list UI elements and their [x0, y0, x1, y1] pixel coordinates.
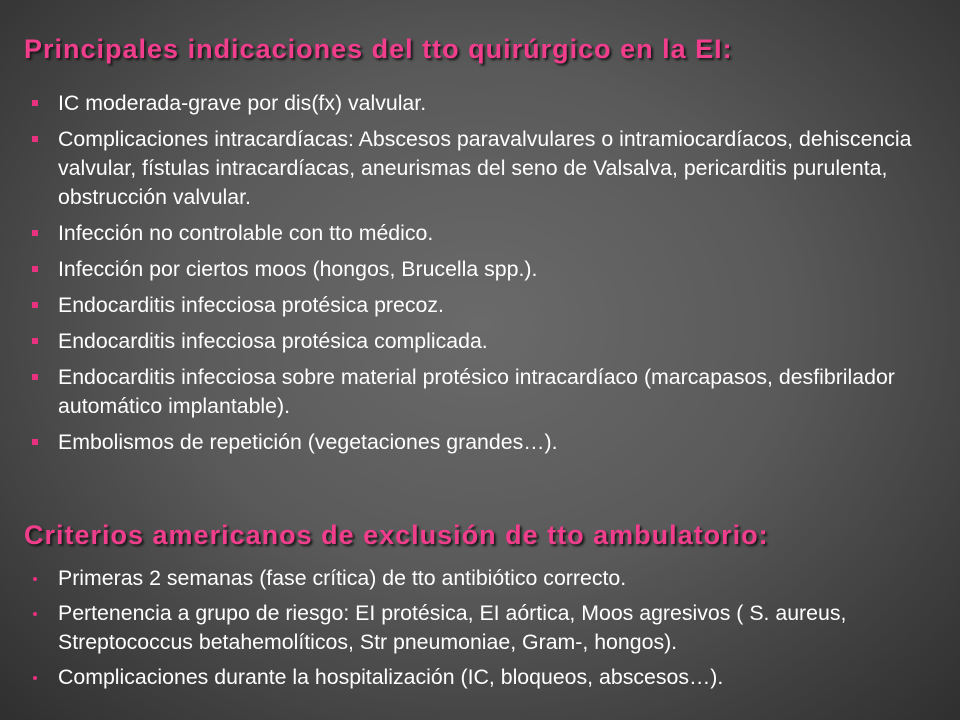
list-item-text: Endocarditis infecciosa sobre material protésico intracardíaco (marcapasos, desfibrilador automático implantable). [58, 365, 895, 418]
list-item-text: Infección no controlable con tto médico. [58, 221, 434, 245]
list-item [22, 599, 954, 657]
list-item [22, 428, 954, 457]
square-bullet-icon [32, 374, 38, 380]
square-bullet-icon [32, 338, 38, 344]
square-bullet-icon [32, 136, 38, 142]
list-item [22, 255, 954, 284]
section-title-indicaciones: Principales indicaciones del tto quirúrgico en la EI: [24, 34, 733, 64]
dot-bullet-icon [33, 612, 37, 616]
list-item [22, 327, 954, 356]
square-bullet-icon [32, 302, 38, 308]
list-item-text: IC moderada-grave por dis(fx) valvular. [58, 91, 427, 115]
list-item [22, 363, 954, 421]
list-item [22, 564, 954, 593]
criterios-list [22, 564, 954, 698]
list-item-text: Pertenencia a grupo de riesgo: EI protésica, EI aórtica, Moos agresivos ( S. aureus, Streptococcus betahemolíticos, Str pneumoniae, Gram-, hongos). [58, 601, 847, 654]
list-item [22, 125, 954, 212]
list-item [22, 291, 954, 320]
square-bullet-icon [32, 230, 38, 236]
list-item-text: Primeras 2 semanas (fase crítica) de tto antibiótico correcto. [58, 566, 627, 590]
list-item-text: Complicaciones intracardíacas: Abscesos paravalvulares o intramiocardíacos, dehiscencia valvular, fístulas intracardíacas, aneurismas del seno de Valsalva, pericarditis purulenta, obstrucción valvular. [58, 127, 912, 209]
dot-bullet-icon [33, 577, 37, 581]
list-item-text: Endocarditis infecciosa protésica precoz. [58, 293, 444, 317]
square-bullet-icon [32, 100, 38, 106]
list-item [22, 663, 954, 692]
dot-bullet-icon [33, 676, 37, 680]
square-bullet-icon [32, 439, 38, 445]
list-item-text: Complicaciones durante la hospitalización (IC, bloqueos, abscesos…). [58, 665, 724, 689]
list-item-text: Infección por ciertos moos (hongos, Brucella spp.). [58, 257, 538, 281]
list-item [22, 89, 954, 118]
square-bullet-icon [32, 266, 38, 272]
section-title-criterios: Criterios americanos de exclusión de tto ambulatorio: [24, 520, 769, 550]
indicaciones-list [22, 89, 954, 464]
list-item [22, 219, 954, 248]
list-item-text: Endocarditis infecciosa protésica complicada. [58, 329, 488, 353]
list-item-text: Embolismos de repetición (vegetaciones grandes…). [58, 430, 558, 454]
